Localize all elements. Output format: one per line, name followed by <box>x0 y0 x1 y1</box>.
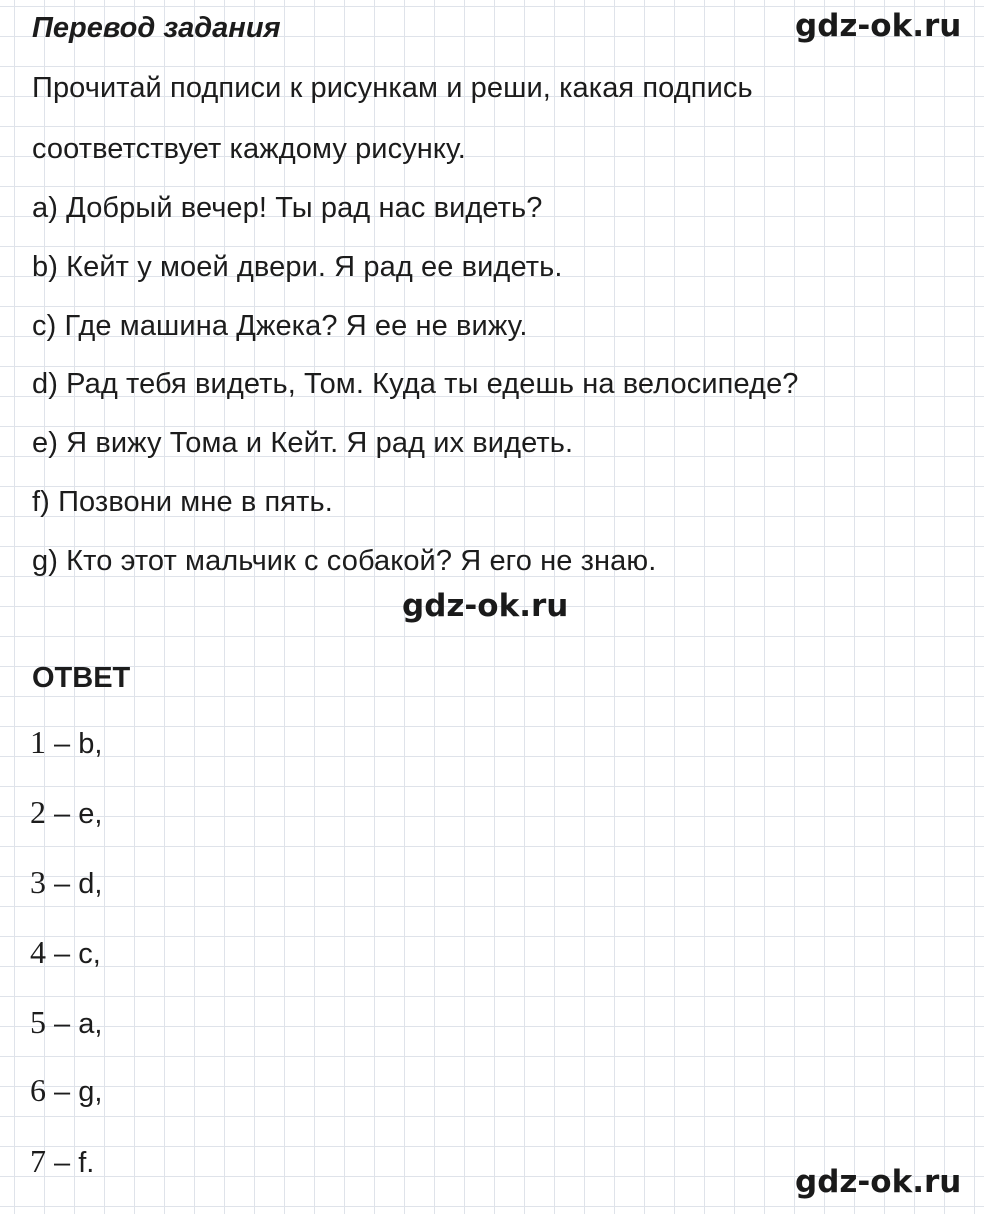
answer-number: 7 <box>30 1143 46 1179</box>
answer-row <box>30 724 102 761</box>
answer-letter: – e, <box>46 798 103 830</box>
task-item-e: e) Я вижу Тома и Кейт. Я рад их видеть. <box>32 427 574 459</box>
answer-row <box>30 794 102 831</box>
answer-number: 4 <box>30 934 46 970</box>
task-item-a: a) Добрый вечер! Ты рад нас видеть? <box>32 192 543 224</box>
answer-row <box>30 1004 102 1041</box>
answer-row <box>30 1072 102 1109</box>
answer-title: ОТВЕТ <box>32 662 131 694</box>
instruction-line-1: Прочитай подписи к рисункам и реши, какая подпись <box>32 72 753 104</box>
answer-number: 6 <box>30 1072 46 1108</box>
answer-row <box>30 864 102 901</box>
answer-letter: – f. <box>46 1147 95 1179</box>
task-item-b: b) Кейт у моей двери. Я рад ее видеть. <box>32 251 563 283</box>
answer-letter: – g, <box>46 1076 103 1108</box>
instruction-line-2: соответствует каждому рисунку. <box>32 133 466 165</box>
task-item-d: d) Рад тебя видеть, Том. Куда ты едешь на велосипеде? <box>32 368 799 400</box>
page-heading: Перевод задания <box>32 12 281 44</box>
answer-row <box>30 934 101 971</box>
task-item-f: f) Позвони мне в пять. <box>32 486 333 518</box>
watermark-middle: gdz-ok.ru <box>402 588 569 624</box>
answer-number: 2 <box>30 794 46 830</box>
task-item-c: c) Где машина Джека? Я ее не вижу. <box>32 310 528 342</box>
answer-letter: – d, <box>46 868 103 900</box>
watermark-top: gdz-ok.ru <box>795 8 962 44</box>
answer-letter: – b, <box>46 728 103 760</box>
answer-number: 3 <box>30 864 46 900</box>
task-item-g: g) Кто этот мальчик с собакой? Я его не знаю. <box>32 545 657 577</box>
answer-row <box>30 1143 94 1180</box>
answer-number: 5 <box>30 1004 46 1040</box>
answer-letter: – c, <box>46 938 101 970</box>
answer-number: 1 <box>30 724 46 760</box>
watermark-bottom: gdz-ok.ru <box>795 1164 962 1200</box>
answer-letter: – a, <box>46 1008 103 1040</box>
